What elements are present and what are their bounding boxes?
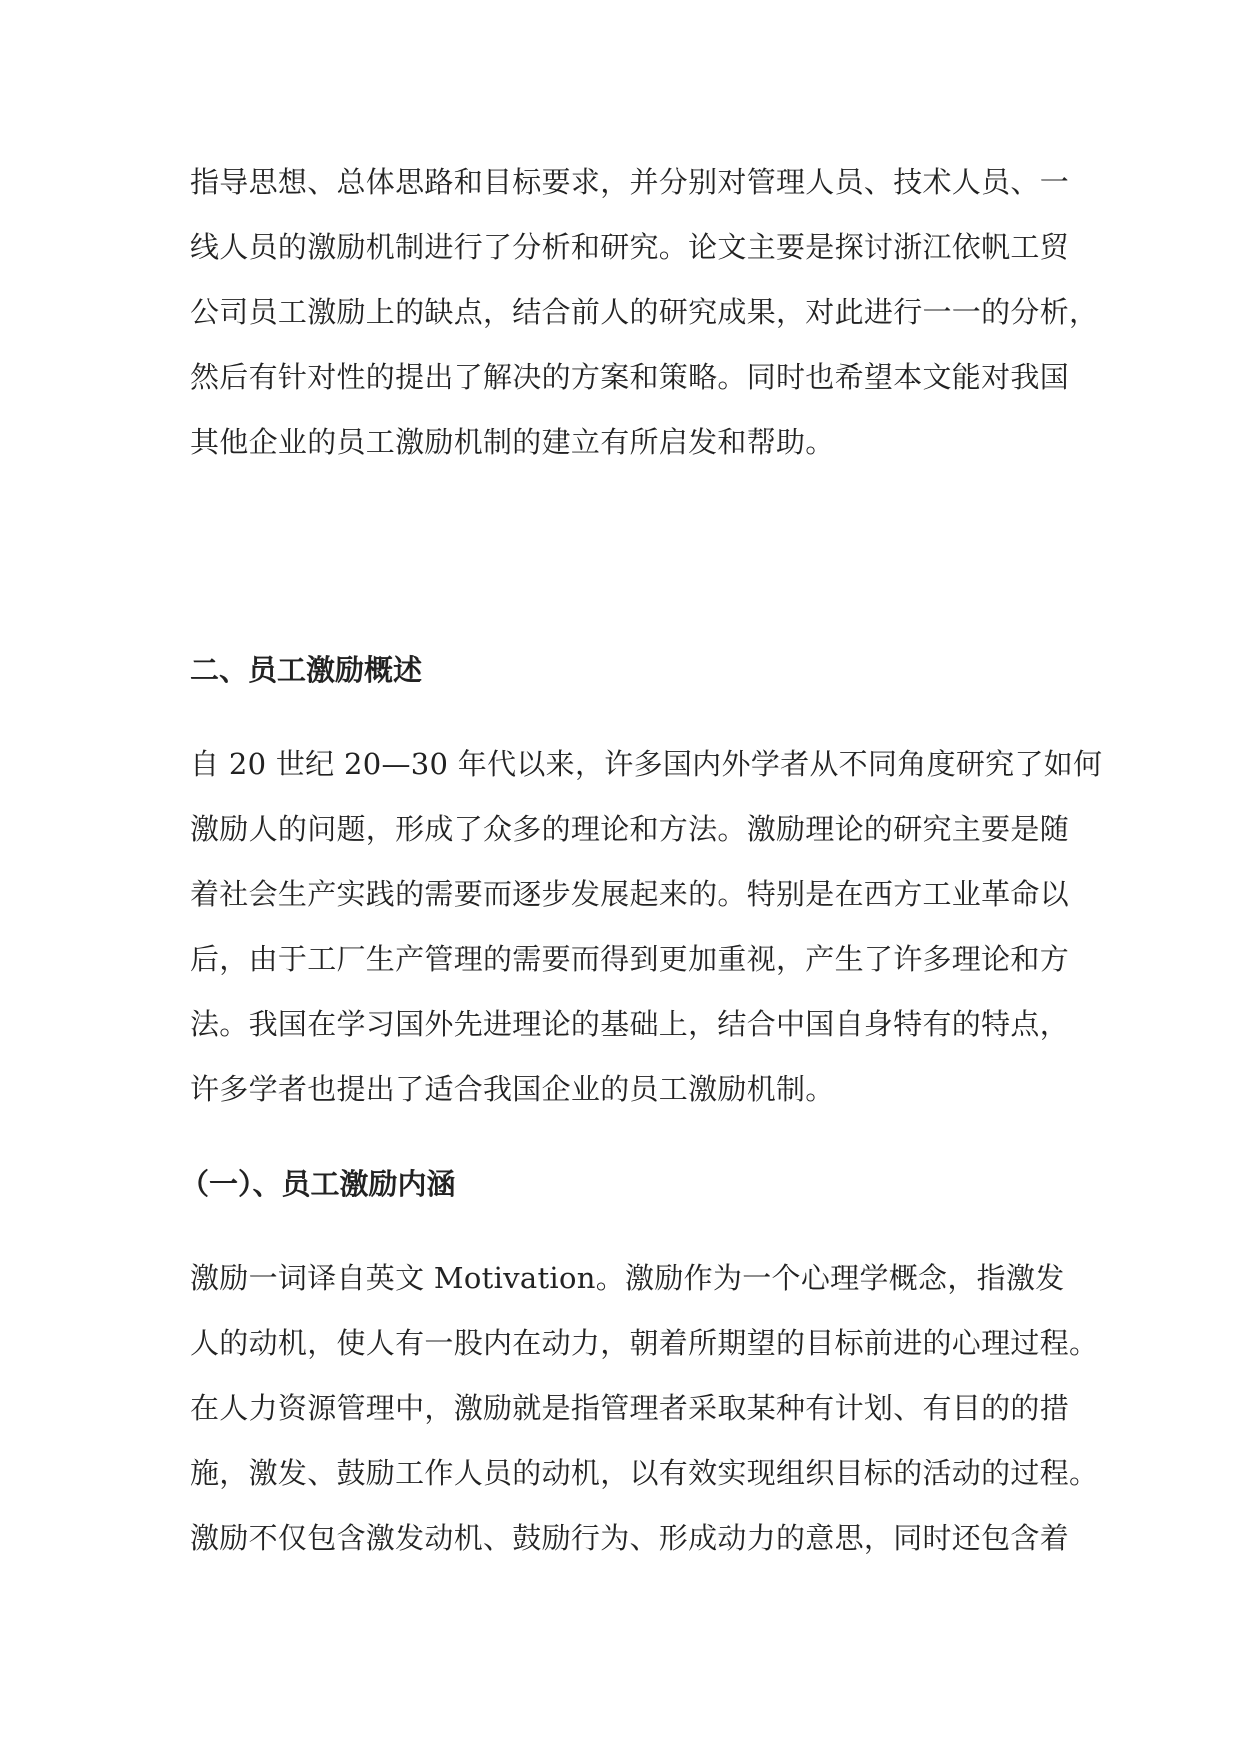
paragraph-line: 其他企业的员工激励机制的建立有所启发和帮助。 <box>190 425 835 459</box>
paragraph-line: 线人员的激励机制进行了分析和研究。论文主要是探讨浙江依帆工贸 <box>190 230 1070 264</box>
paragraph-line: 公司员工激励上的缺点，结合前人的研究成果，对此进行一一的分析， <box>190 295 1099 329</box>
paragraph-line: 着社会生产实践的需要而逐步发展起来的。特别是在西方工业革命以 <box>190 877 1070 911</box>
subsection-heading: （一）、员工激励内涵 <box>180 1167 456 1201</box>
paragraph-line: 人的动机，使人有一股内在动力，朝着所期望的目标前进的心理过程。 <box>190 1326 1099 1360</box>
paragraph-line: 施，激发、鼓励工作人员的动机，以有效实现组织目标的活动的过程。 <box>190 1456 1099 1490</box>
paragraph-line: 激励人的问题，形成了众多的理论和方法。激励理论的研究主要是随 <box>190 812 1070 846</box>
paragraph-line: 激励不仅包含激发动机、鼓励行为、形成动力的意思，同时还包含着 <box>190 1521 1070 1555</box>
section-heading: 二、员工激励概述 <box>190 653 423 687</box>
paragraph-line: 在人力资源管理中，激励就是指管理者采取某种有计划、有目的的措 <box>190 1391 1070 1425</box>
paragraph-line: 指导思想、总体思路和目标要求，并分别对管理人员、技术人员、一 <box>190 165 1070 199</box>
paragraph-line: 后，由于工厂生产管理的需要而得到更加重视，产生了许多理论和方 <box>190 942 1070 976</box>
paragraph-line: 许多学者也提出了适合我国企业的员工激励机制。 <box>190 1072 835 1106</box>
paragraph-line: 然后有针对性的提出了解决的方案和策略。同时也希望本文能对我国 <box>190 360 1070 394</box>
paragraph-line: 法。我国在学习国外先进理论的基础上，结合中国自身特有的特点， <box>190 1007 1070 1041</box>
paragraph-line: 自 20 世纪 20—30 年代以来，许多国内外学者从不同角度研究了如何 <box>190 747 1103 781</box>
paragraph-line: 激励一词译自英文 Motivation。激励作为一个心理学概念，指激发 <box>190 1261 1065 1295</box>
